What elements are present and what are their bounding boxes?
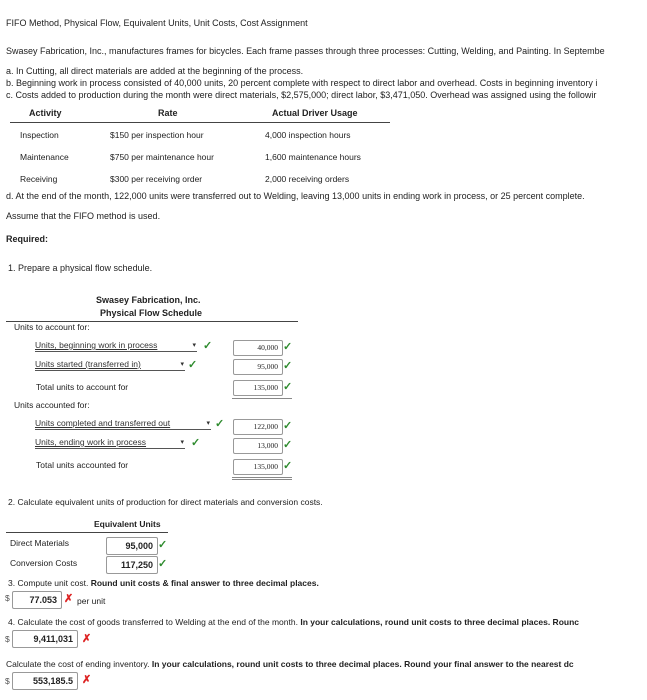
dollar-sign: $	[5, 676, 10, 686]
started-dropdown[interactable]	[35, 358, 185, 371]
page-title: FIFO Method, Physical Flow, Equivalent Units, Unit Costs, Cost Assignment	[6, 18, 308, 28]
total-to-account-input[interactable]: 135,000	[233, 380, 283, 396]
check-icon: ✓	[283, 420, 293, 432]
usage-header: Actual Driver Usage	[272, 108, 358, 118]
beg-wip-label: Units, beginning work in process	[35, 340, 158, 350]
item-c: c. Costs added to production during the month were direct materials, $2,575,000; direct labor, $3,471,050. Overhead was assigned using the followir	[6, 90, 597, 100]
question-4: 4. Calculate the cost of goods transferred to Welding at the end of the month. In your calculations, round unit costs to three decimal places. Rounc	[8, 617, 579, 627]
item-d: d. At the end of the month, 122,000 units were transferred out to Welding, leaving 13,000 units in ending work in process, or 25 percent complete.	[6, 191, 585, 201]
table-cell: $300 per receiving order	[110, 174, 203, 184]
dm-input[interactable]: 95,000	[106, 537, 158, 555]
chevron-down-icon: ▾	[206, 420, 210, 427]
table-cell: $750 per maintenance hour	[110, 152, 214, 162]
completed-label: Units completed and transferred out	[35, 418, 171, 428]
chevron-down-icon: ▾	[192, 342, 196, 349]
ending-wip-input[interactable]: 13,000	[233, 438, 283, 454]
started-input[interactable]: 95,000	[233, 359, 283, 375]
table-cell: 4,000 inspection hours	[265, 130, 351, 140]
cross-icon: ✗	[82, 674, 92, 686]
check-icon: ✓	[158, 539, 168, 551]
check-icon: ✓	[283, 360, 293, 372]
table-cell: Maintenance	[20, 152, 69, 162]
check-icon: ✓	[283, 341, 293, 353]
ending-wip-dropdown[interactable]	[35, 436, 185, 449]
table-cell: $150 per inspection hour	[110, 130, 204, 140]
total-accounted-label: Total units accounted for	[36, 460, 129, 470]
cross-icon: ✗	[64, 593, 74, 605]
chevron-down-icon: ▾	[180, 439, 184, 446]
table-cell: Inspection	[20, 130, 59, 140]
cross-icon: ✗	[82, 633, 92, 645]
dollar-sign: $	[5, 593, 10, 603]
activity-header: Activity	[29, 108, 62, 118]
check-icon: ✓	[203, 340, 213, 352]
total-accounted-input[interactable]: 135,000	[233, 459, 283, 475]
ending-inventory-input[interactable]: 553,185.5	[12, 672, 78, 690]
item-a: a. In Cutting, all direct materials are added at the beginning of the process.	[6, 66, 304, 76]
assumption-text: Assume that the FIFO method is used.	[6, 211, 161, 221]
table-cell: 1,600 maintenance hours	[265, 152, 361, 162]
schedule-title: Physical Flow Schedule	[100, 308, 203, 318]
required-heading: Required:	[6, 234, 49, 244]
to-account-header: Units to account for:	[14, 322, 90, 332]
ending-wip-label: Units, ending work in process	[35, 437, 147, 447]
item-b: b. Beginning work in process consisted of 40,000 units, 20 percent complete with respect to direct labor and overhead. Costs in beginning inventory i	[6, 78, 598, 88]
schedule-company: Swasey Fabrication, Inc.	[96, 295, 201, 305]
rate-header: Rate	[158, 108, 178, 118]
started-label: Units started (transferred in)	[35, 359, 141, 369]
check-icon: ✓	[283, 439, 293, 451]
check-icon: ✓	[283, 460, 293, 472]
chevron-down-icon: ▾	[180, 361, 184, 368]
check-icon: ✓	[283, 381, 293, 393]
total-to-account-label: Total units to account for	[36, 382, 129, 392]
problem-intro: Swasey Fabrication, Inc., manufactures frames for bicycles. Each frame passes through three processes: Cutting, Welding, and Painting. In Septembe	[6, 46, 605, 56]
completed-dropdown[interactable]	[35, 417, 211, 430]
total-rule	[232, 398, 292, 399]
completed-input[interactable]: 122,000	[233, 419, 283, 435]
equiv-rule	[6, 532, 168, 533]
dm-label: Direct Materials	[10, 538, 70, 548]
accounted-header: Units accounted for:	[14, 400, 90, 410]
check-icon: ✓	[215, 418, 225, 430]
per-unit-label: per unit	[77, 596, 106, 606]
check-icon: ✓	[158, 558, 168, 570]
table-cell: 2,000 receiving orders	[265, 174, 350, 184]
cc-input[interactable]: 117,250	[106, 556, 158, 574]
double-rule	[232, 477, 292, 478]
transferred-cost-input[interactable]: 9,411,031	[12, 630, 78, 648]
double-rule	[232, 479, 292, 480]
cc-label: Conversion Costs	[10, 558, 78, 568]
beg-wip-input[interactable]: 40,000	[233, 340, 283, 356]
table-cell: Receiving	[20, 174, 58, 184]
check-icon: ✓	[188, 359, 198, 371]
dollar-sign: $	[5, 634, 10, 644]
question-2: 2. Calculate equivalent units of production for direct materials and conversion costs.	[8, 497, 323, 507]
question-5: Calculate the cost of ending inventory. In your calculations, round unit costs to three decimal places. Round your final answer to the nearest dc	[6, 659, 574, 669]
question-3: 3. Compute unit cost. Round unit costs & final answer to three decimal places.	[8, 578, 319, 588]
question-1: 1. Prepare a physical flow schedule.	[8, 263, 153, 273]
table-rule	[10, 122, 390, 123]
equiv-units-header: Equivalent Units	[94, 519, 161, 529]
unit-cost-input[interactable]: 77.053	[12, 591, 62, 609]
check-icon: ✓	[191, 437, 201, 449]
beg-wip-dropdown[interactable]	[35, 339, 197, 352]
